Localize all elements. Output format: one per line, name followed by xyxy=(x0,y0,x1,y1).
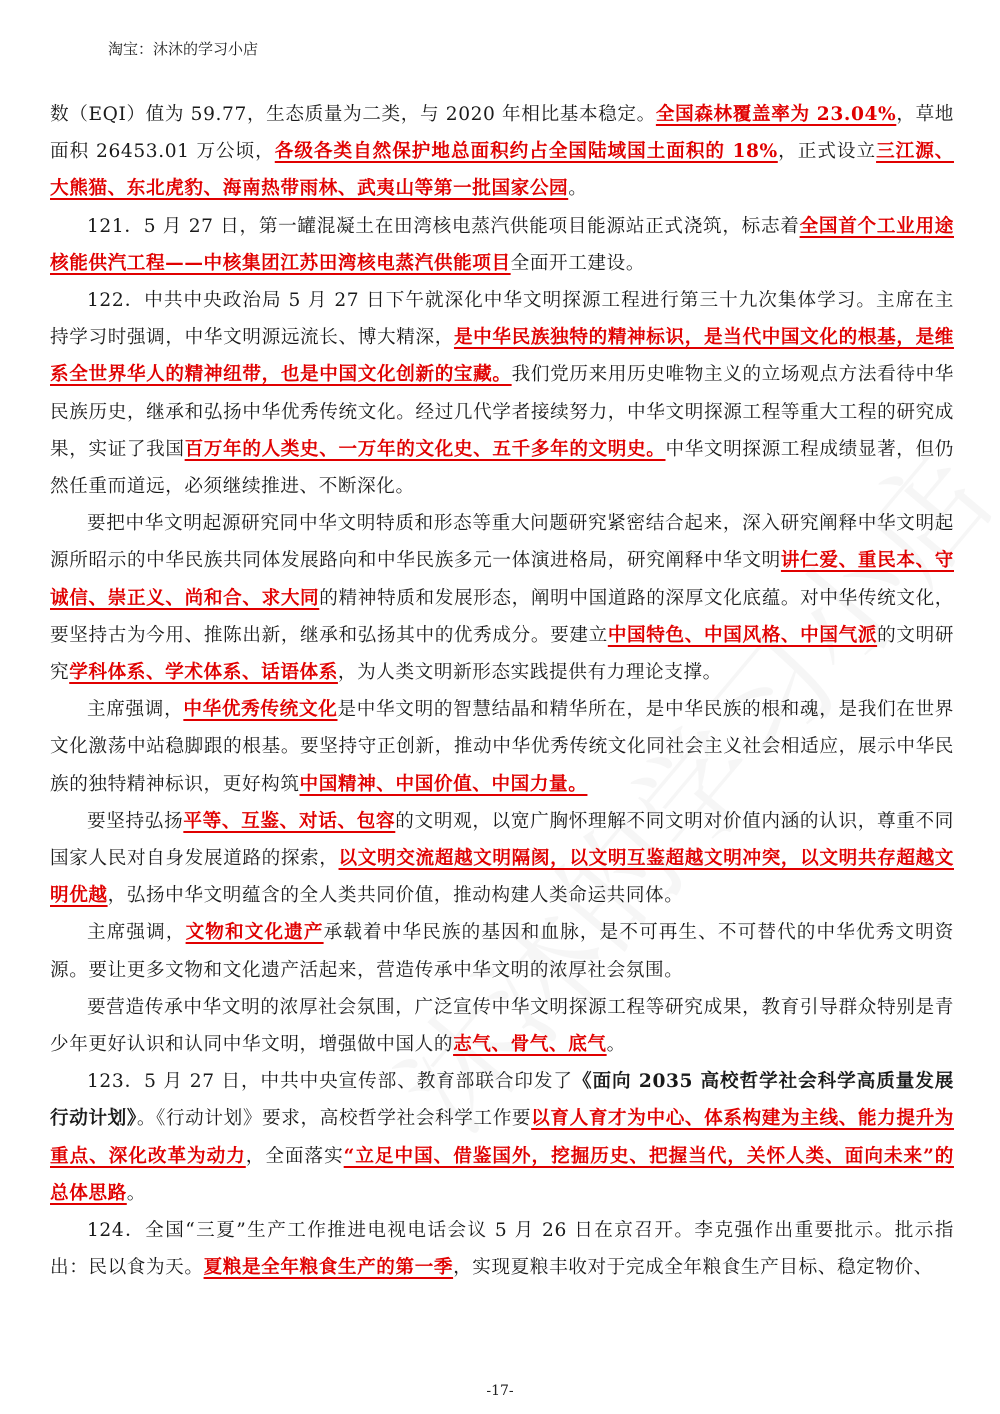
body-text: 124．全国“三夏”生产工作推进电视电话会议 5 月 26 日在京召开。李克强作出重要批示。批示指出：民以食为天。 xyxy=(50,1220,954,1279)
highlighted-text: 各级各类自然保护地总面积约占全国陆域国土面积的 18% xyxy=(274,141,778,163)
highlighted-text: 平等、互鉴、对话、包容 xyxy=(183,810,396,832)
highlighted-text: 以文明交流超越文明隔阂，以文明互鉴超越文明冲突，以文明共存超越文明优越 xyxy=(50,848,954,907)
body-text: 主席强调， xyxy=(87,922,186,944)
body-text: 。 xyxy=(126,1182,146,1204)
body-text: 全面开工建设。 xyxy=(510,252,646,274)
body-text: 123．5 月 27 日，中共中央宣传部、教育部联合印发了 xyxy=(87,1071,573,1093)
highlighted-text: 学科体系、学术体系、话语体系 xyxy=(69,662,338,684)
body-text: ，弘扬中华文明蕴含的全人类共同价值，推动构建人类命运共同体。 xyxy=(107,885,684,907)
body-text: 121．5 月 27 日，第一罐混凝土在田湾核电蒸汽供能项目能源站正式浇筑，标志着 xyxy=(87,215,800,237)
body-text: 中华文明探源工程成绩显著，但仍然任重而道远，必须继续推进、不断深化。 xyxy=(50,438,954,498)
paragraph xyxy=(50,208,954,282)
paragraph xyxy=(50,282,954,505)
document-body xyxy=(50,96,954,1287)
highlighted-text: 中华优秀传统文化 xyxy=(183,699,338,721)
highlighted-text: 讲仁爱、重民本、守诚信、崇正义、尚和合、求大同 xyxy=(50,550,954,609)
body-text: 我们党历来用历史唯物主义的立场观点方法看待中华民族历史，继承和弘扬中华优秀传统文化。经过几代学者接续努力，中华文明探源工程等重大工程的研究成果，实证了我国 xyxy=(50,364,954,460)
highlighted-text: 中国精神、中国价值、中国力量。 xyxy=(299,773,588,795)
highlighted-text: 是中华民族独特的精神标识，是当代中国文化的根基，是维系全世界华人的精神纽带，也是中国文化创新的宝藏。 xyxy=(50,327,954,386)
body-text: 数（EQI）值为 59.77，生态质量为二类，与 2020 年相比基本稳定。 xyxy=(50,104,656,125)
body-text: 的文明观，以宽广胸怀理解不同文明对价值内涵的认识，尊重不同国家人民对自身发展道路的探索， xyxy=(50,810,954,870)
body-text: 。 xyxy=(606,1034,626,1056)
body-text: 是中华文明的智慧结晶和精华所在，是中华民族的根和魂，是我们在世界文化激荡中站稳脚跟的根基。要坚持守正创新，推动中华优秀传统文化同社会主义社会相适应，展示中华民族的独特精神标识，更好构筑 xyxy=(50,699,954,795)
paragraph xyxy=(50,1063,954,1212)
page-number: -17- xyxy=(486,1383,514,1399)
body-text: ，草地面积 26453.01 万公顷， xyxy=(50,104,954,163)
page-header: 淘宝：沐沐的学习小店 xyxy=(108,40,259,58)
body-text: 主席强调， xyxy=(87,699,184,721)
body-text: ，正式设立 xyxy=(777,141,877,163)
document-title-reference: 《面向 2035 高校哲学社会科学高质量发展行动计划》 xyxy=(50,1071,954,1130)
paragraph xyxy=(50,96,954,208)
paragraph xyxy=(50,989,954,1063)
body-text: 。《行动计划》要求，高校哲学社会科学工作要 xyxy=(136,1108,532,1130)
highlighted-text: 中国特色、中国风格、中国气派 xyxy=(607,624,878,646)
highlighted-text: 全国森林覆盖率为 23.04% xyxy=(655,104,897,125)
body-text: 。 xyxy=(568,178,588,200)
highlighted-text: 志气、骨气、底气 xyxy=(453,1034,607,1056)
highlighted-text: 夏粮是全年粮食生产的第一季 xyxy=(203,1257,454,1279)
paragraph xyxy=(50,691,954,803)
body-text: ，实现夏粮丰收对于完成全年粮食生产目标、稳定物价、 xyxy=(453,1257,933,1279)
body-text: 的文明研究 xyxy=(50,624,955,684)
body-text: 要营造传承中华文明的浓厚社会氛围，广泛宣传中华文明探源工程等研究成果，教育引导群众特别是青少年更好认识和认同中华文明，增强做中国人的 xyxy=(50,996,954,1056)
body-text: 要把中华文明起源研究同中华文明特质和形态等重大问题研究紧密结合起来，深入研究阐释中华文明起源所昭示的中华民族共同体发展路向和中华民族多元一体演进格局，研究阐释中华文明 xyxy=(50,513,954,572)
body-text: 承载着中华民族的基因和血脉，是不可再生、不可替代的中华优秀文明资源。要让更多文物和文化遗产活起来，营造传承中华文明的浓厚社会氛围。 xyxy=(50,922,954,981)
body-text: 要坚持弘扬 xyxy=(87,810,184,832)
body-text: 122．中共中央政治局 5 月 27 日下午就深化中华文明探源工程进行第三十九次集体学习。主席在主持学习时强调，中华文明源远流长、博大精深， xyxy=(50,290,954,349)
body-text: ，全面落实 xyxy=(245,1145,344,1167)
highlighted-text: “立足中国、借鉴国外，挖掘历史、把握当代，关怀人类、面向未来”的总体思路 xyxy=(50,1145,954,1204)
highlighted-text: 以育人育才为中心、体系构建为主线、能力提升为重点、深化改革为动力 xyxy=(50,1108,954,1167)
highlighted-text: 三江源、大熊猫、东北虎豹、海南热带雨林、武夷山等第一批国家公园 xyxy=(50,141,954,200)
paragraph xyxy=(50,1212,954,1286)
paragraph xyxy=(50,803,954,915)
body-text: ，为人类文明新形态实践提供有力理论支撑。 xyxy=(337,662,722,684)
highlighted-text: 文物和文化遗产 xyxy=(185,922,324,944)
paragraph xyxy=(50,914,954,988)
highlighted-text: 全国首个工业用途核能供汽工程——中核集团江苏田湾核电蒸汽供能项目 xyxy=(50,215,954,274)
paragraph xyxy=(50,505,954,691)
highlighted-text: 百万年的人类史、一万年的文化史、五千多年的文明史。 xyxy=(184,438,666,460)
body-text: 的精神特质和发展形态，阐明中国道路的深厚文化底蕴。对中华传统文化，要坚持古为今用、推陈出新，继承和弘扬其中的优秀成分。要建立 xyxy=(50,587,954,646)
